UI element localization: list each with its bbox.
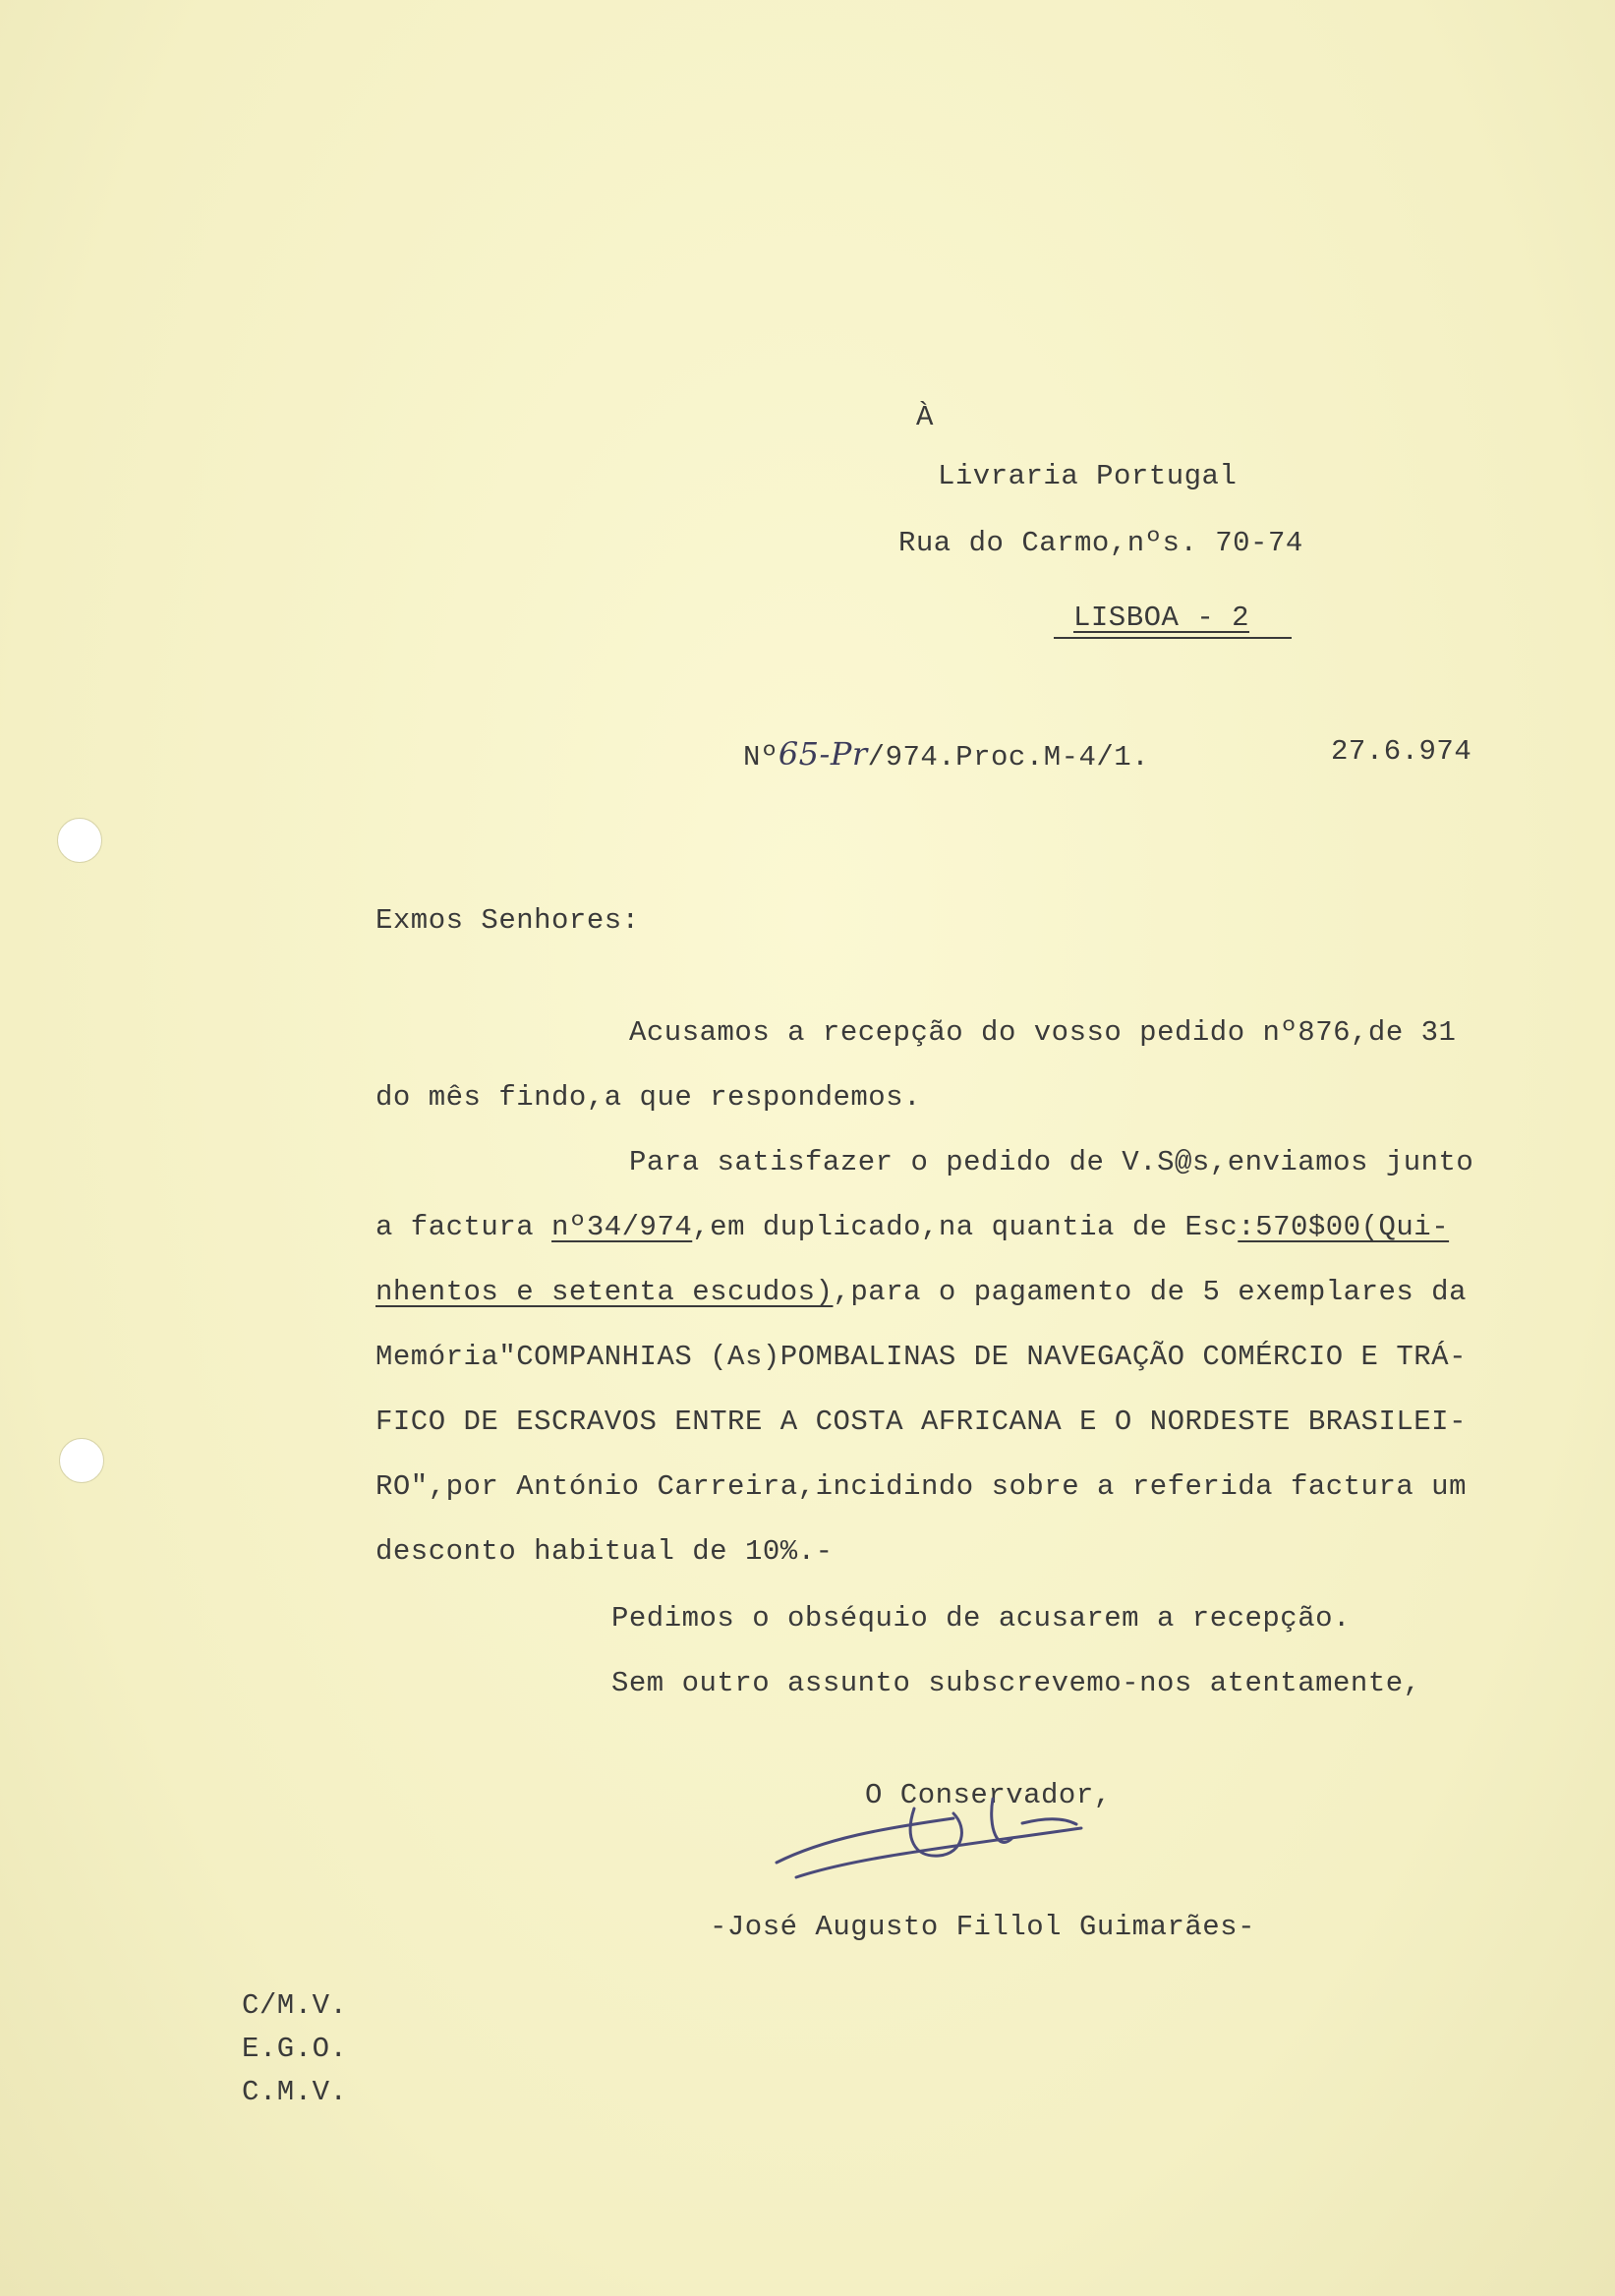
body-p3: Pedimos o obséquio de acusarem a recepção. <box>611 1602 1351 1635</box>
punch-hole-top <box>57 818 102 863</box>
city-underline <box>1054 637 1292 639</box>
amount-in-words: nhentos e setenta escudos) <box>375 1276 834 1308</box>
signature-name: -José Augusto Fillol Guimarães- <box>710 1911 1255 1943</box>
body-p2-line4: Memória"COMPANHIAS (As)POMBALINAS DE NAVEGAÇÃO COMÉRCIO E TRÁ- <box>375 1341 1467 1373</box>
body-text: ,em duplicado,na quantia de Esc <box>692 1211 1239 1243</box>
copy-line-3: C.M.V. <box>242 2076 348 2108</box>
salutation: Exmos Senhores: <box>375 904 640 937</box>
reference-date: 27.6.974 <box>1331 735 1472 768</box>
body-p4: Sem outro assunto subscrevemo-nos atentamente, <box>611 1667 1421 1699</box>
recipient-name: Livraria Portugal <box>938 460 1238 492</box>
invoice-number: nº34/974 <box>551 1211 693 1243</box>
recipient-street: Rua do Carmo,nºs. 70-74 <box>898 527 1303 559</box>
body-p2-line3 <box>375 1276 1467 1308</box>
body-p1-line2: do mês findo,a que respondemos. <box>375 1081 921 1114</box>
body-text: ,para o pagamento de 5 exemplares da <box>833 1276 1467 1308</box>
recipient-prefix: À <box>916 401 934 433</box>
reference-line <box>743 735 1149 774</box>
body-p2-line7: desconto habitual de 10%.- <box>375 1535 834 1568</box>
body-p2-line6: RO",por António Carreira,incidindo sobre a referida factura um <box>375 1470 1467 1503</box>
body-text: a factura <box>375 1211 552 1243</box>
body-p2-line5: FICO DE ESCRAVOS ENTRE A COSTA AFRICANA E O NORDESTE BRASILEI- <box>375 1406 1467 1438</box>
body-p2-line1: Para satisfazer o pedido de V.S@s,enviamos junto <box>629 1146 1474 1178</box>
reference-prefix: Nº <box>743 741 779 774</box>
invoice-amount: :570$00(Qui- <box>1238 1211 1450 1243</box>
reference-handwritten-number: 65-Pr <box>778 735 868 773</box>
recipient-city: LISBOA - 2 <box>1073 602 1250 634</box>
punch-hole-bottom <box>59 1438 104 1483</box>
body-p1-line1: Acusamos a recepção do vosso pedido nº876,de 31 <box>629 1016 1457 1049</box>
copy-line-1: C/M.V. <box>242 1989 348 2022</box>
handwritten-signature <box>767 1769 1160 1897</box>
body-p2-line2 <box>375 1211 1449 1243</box>
signature-title: O Conservador, <box>865 1779 1112 1811</box>
reference-suffix: /974.Proc.M-4/1. <box>867 741 1150 774</box>
copy-line-2: E.G.O. <box>242 2033 348 2065</box>
